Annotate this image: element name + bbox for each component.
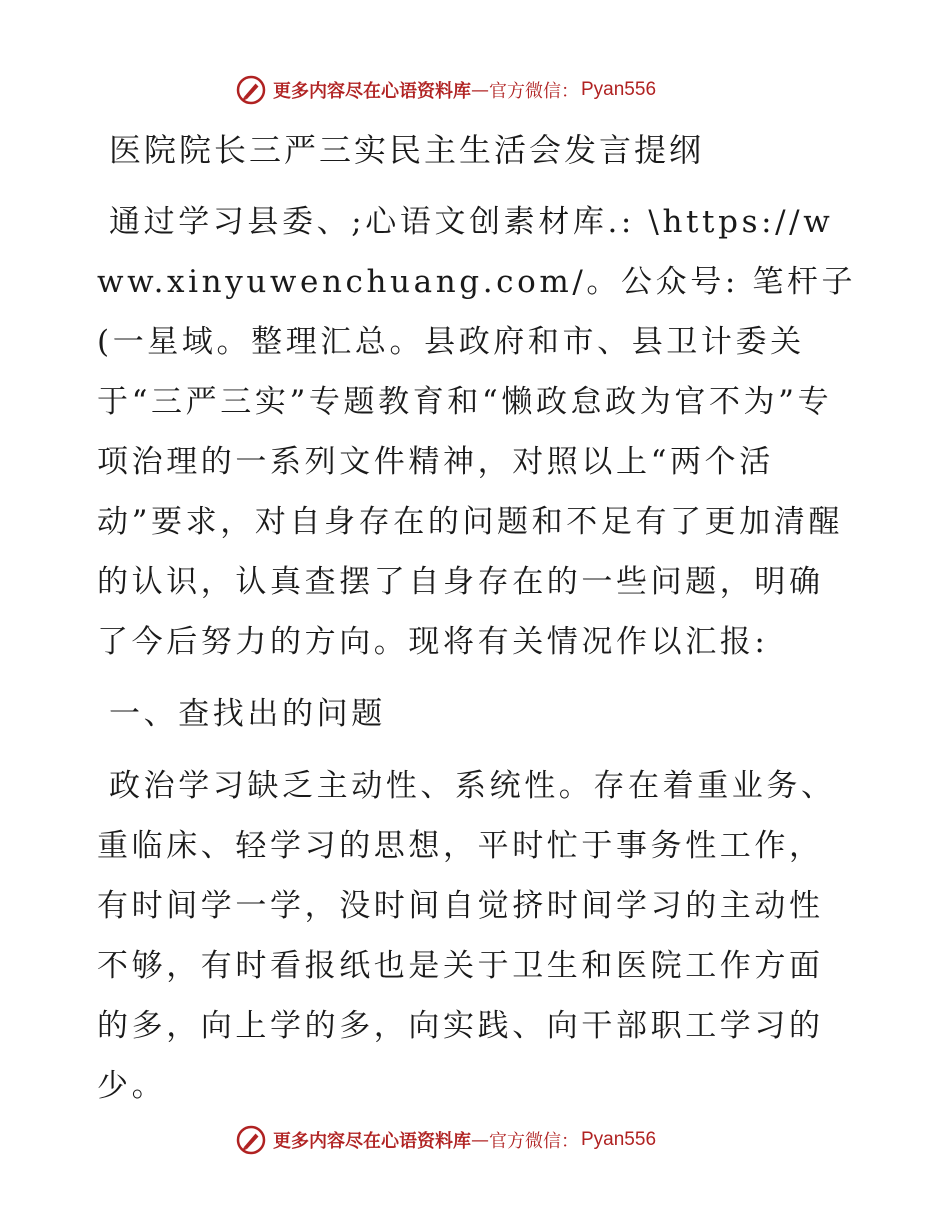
watermark-official-label: 官方微信： [489, 1131, 579, 1152]
watermark-main-text: 更多内容尽在心语资料库 [273, 1131, 471, 1152]
document-body [97, 120, 857, 1116]
pen-logo-icon [235, 74, 267, 106]
pen-logo-icon [235, 1124, 267, 1156]
watermark-separator: — [471, 79, 489, 101]
intro-paragraph: 通过学习县委、;心语文创素材库.: \https://www.xinyuwenchuang.com/。公众号: 笔杆子 (一星域。整理汇总。县政府和市、县卫计委关于“三严三实”专题教育和“懒政怠政为官不为”专项治理的一系列文件精神，对照以上“两个活动”要求，对自身存在的问题和不足有了更加清醒的认识，认真查摆了自身存在的一些问题，明确了今后努力的方向。现将有关情况作以汇报: [97, 204, 857, 660]
document-title: 医院院长三严三实民主生活会发言提纲 [109, 131, 705, 169]
section-heading: 一、查找出的问题 [109, 696, 386, 732]
watermark-main-text: 更多内容尽在心语资料库 [273, 81, 471, 102]
footer-watermark [235, 1122, 656, 1158]
watermark-official-label: 官方微信： [489, 81, 579, 102]
watermark-wechat-id: Pyan556 [581, 79, 657, 100]
watermark-separator: — [471, 1129, 489, 1151]
watermark-wechat-id: Pyan556 [581, 1129, 657, 1150]
body-paragraph: 政治学习缺乏主动性、系统性。存在着重业务、重临床、轻学习的思想，平时忙于事务性工作，有时间学一学，没时间自觉挤时间学习的主动性不够，有时看报纸也是关于卫生和医院工作方面的多，向上学的多，向实践、向干部职工学习的少。 [97, 768, 836, 1104]
header-watermark [235, 72, 656, 108]
